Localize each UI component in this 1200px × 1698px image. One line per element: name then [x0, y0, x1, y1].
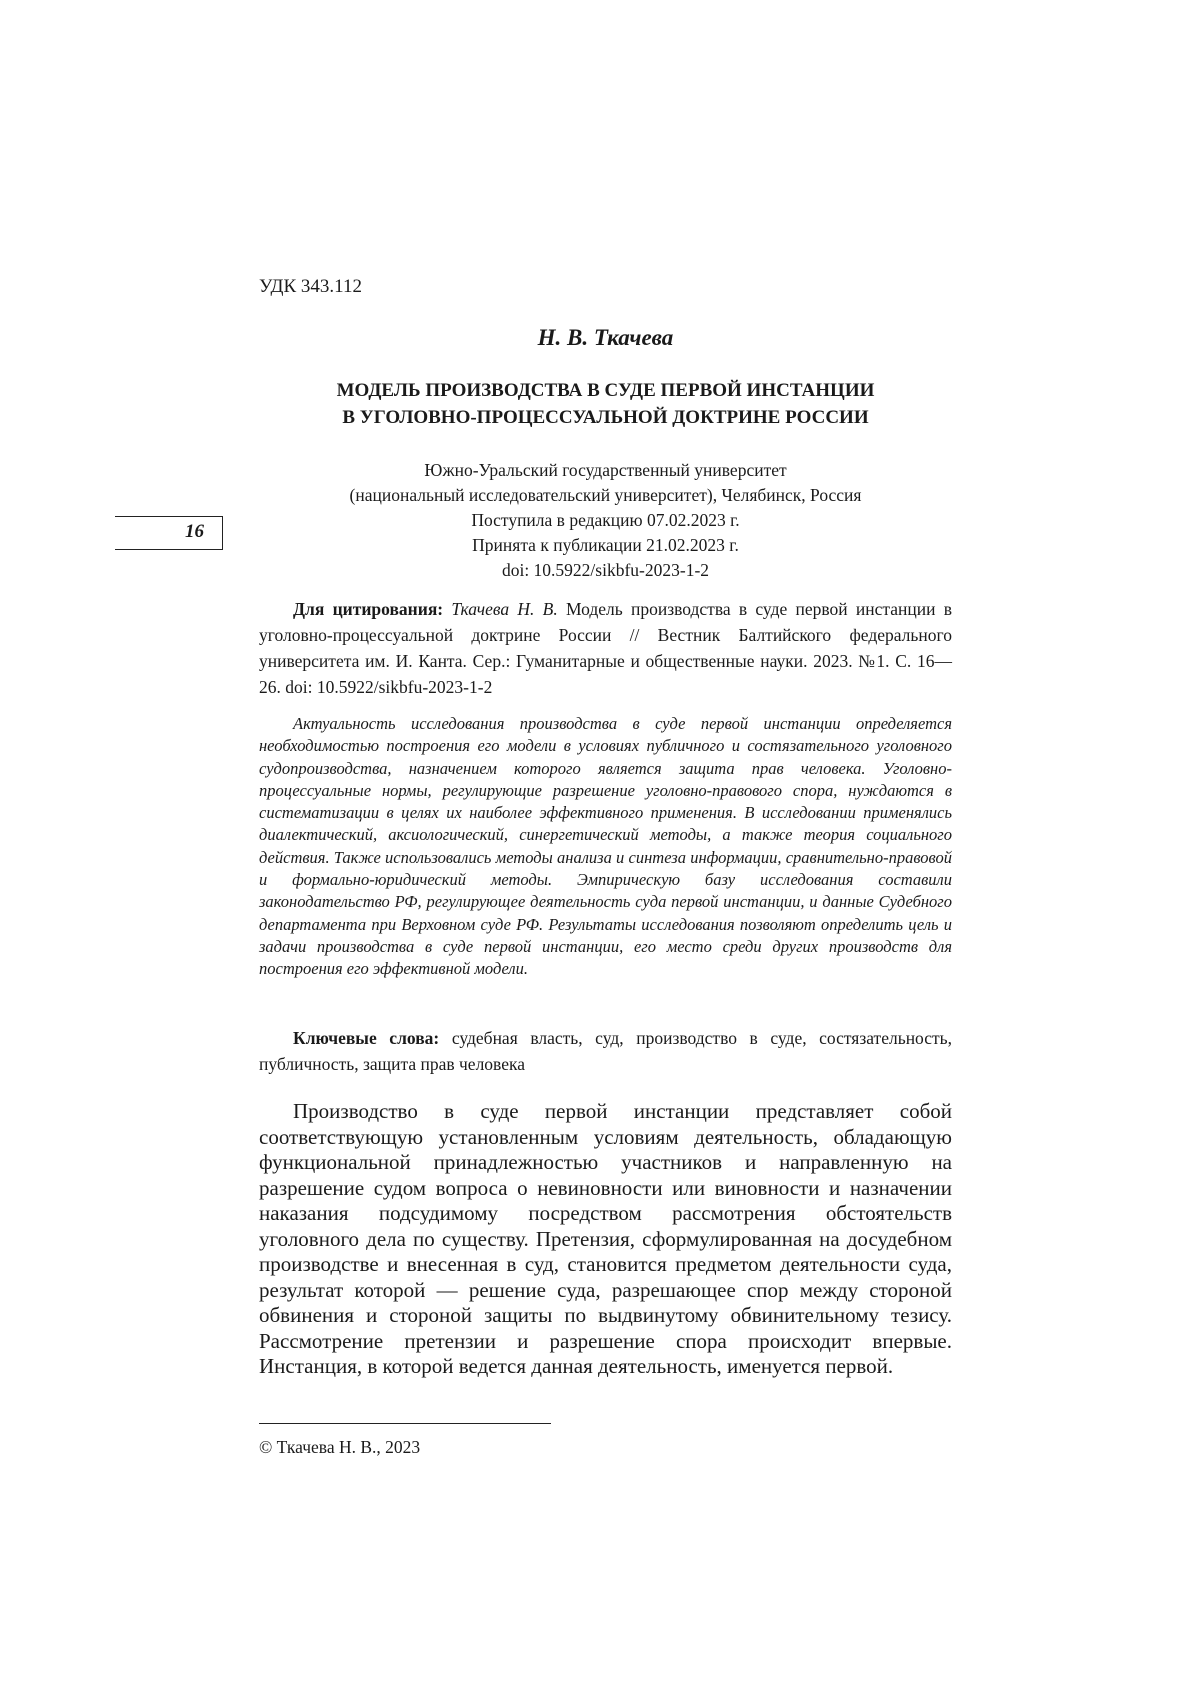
- title-line-2: В УГОЛОВНО-ПРОЦЕССУАЛЬНОЙ ДОКТРИНЕ РОССИИ: [342, 407, 869, 428]
- keywords-block: [259, 1025, 952, 1077]
- citation-label: Для цитирования:: [293, 599, 444, 619]
- affiliation-block: [259, 458, 952, 583]
- abstract: Актуальность исследования производства в суде первой инстанции определяется необходимостью построения его модели в условиях публичного и состязательного уголовного судопроизводства, назначением которого является защита прав человека. Уголовно-процессуальные нормы, регулирующие разрешение уголовно-правового спора, нуждаются в систематизации в целях их наиболее эффективного применения. В исследовании применялись диалектический, аксиологический, синергетический методы, а также теория социального действия. Также использовались методы анализа и синтеза информации, сравнительно-правовой и формально-юридический методы. Эмпирическую базу исследования составили законодательство РФ, регулирующее деятельность суда первой инстанции, и данные Судебного департамента при Верховном суде РФ. Результаты исследования позволяют определить цель и задачи производства в суде первой инстанции, его место среди других производств для построения его эффективной модели.: [259, 714, 952, 979]
- affiliation-line-1: Южно-Уральский государственный университет: [424, 460, 787, 480]
- title-line-1: МОДЕЛЬ ПРОИЗВОДСТВА В СУДЕ ПЕРВОЙ ИНСТАНЦИИ: [336, 380, 875, 401]
- page-number: 16: [185, 521, 204, 542]
- citation-text: Модель производства в суде первой инстанции в уголовно-процессуальной доктрине России // Вестник Балтийского федерального университета им. И. Канта. Сер.: Гуманитарные и общественные науки. 2023. №1. С. 16—26. doi: 10.5922/sikbfu-2023-1-2: [259, 599, 953, 697]
- author-name: Н. В. Ткачева: [537, 325, 674, 350]
- accepted-date: Принята к публикации 21.02.2023 г.: [472, 535, 739, 555]
- body-paragraph: Производство в суде первой инстанции представляет собой соответствующую установленным условиям деятельность, обладающую функциональной принадлежностью участников и направленную на разрешение судом вопроса о невиновности или виновности и назначении наказания подсудимому посредством рассмотрения обстоятельств уголовного дела по существу. Претензия, сформулированная на досудебном производстве и внесенная в суд, становится предметом деятельности суда, результат которой — решение суда, разрешающее спор между стороной обвинения и стороной защиты по выдвинутому обвинительному тезису. Рассмотрение претензии и разрешение спора происходит впервые. Инстанция, в которой ведется данная деятельность, именуется первой.: [259, 1099, 952, 1378]
- received-date: Поступила в редакцию 07.02.2023 г.: [471, 510, 740, 530]
- keywords-label: Ключевые слова:: [293, 1028, 440, 1048]
- copyright: © Ткачева Н. В., 2023: [259, 1437, 421, 1457]
- footnote-divider: [259, 1423, 551, 1424]
- citation-block: [259, 596, 952, 700]
- page-number-box: [115, 516, 223, 550]
- udk-code: УДК 343.112: [259, 276, 362, 297]
- affiliation-line-2: (национальный исследовательский университет), Челябинск, Россия: [349, 485, 862, 505]
- article-title: [259, 377, 952, 431]
- doi: doi: 10.5922/sikbfu-2023-1-2: [501, 560, 710, 580]
- keywords-text: судебная власть, суд, производство в суде, состязательность, публичность, защита прав человека: [259, 1028, 953, 1074]
- citation-author: Ткачева Н. В.: [451, 599, 558, 619]
